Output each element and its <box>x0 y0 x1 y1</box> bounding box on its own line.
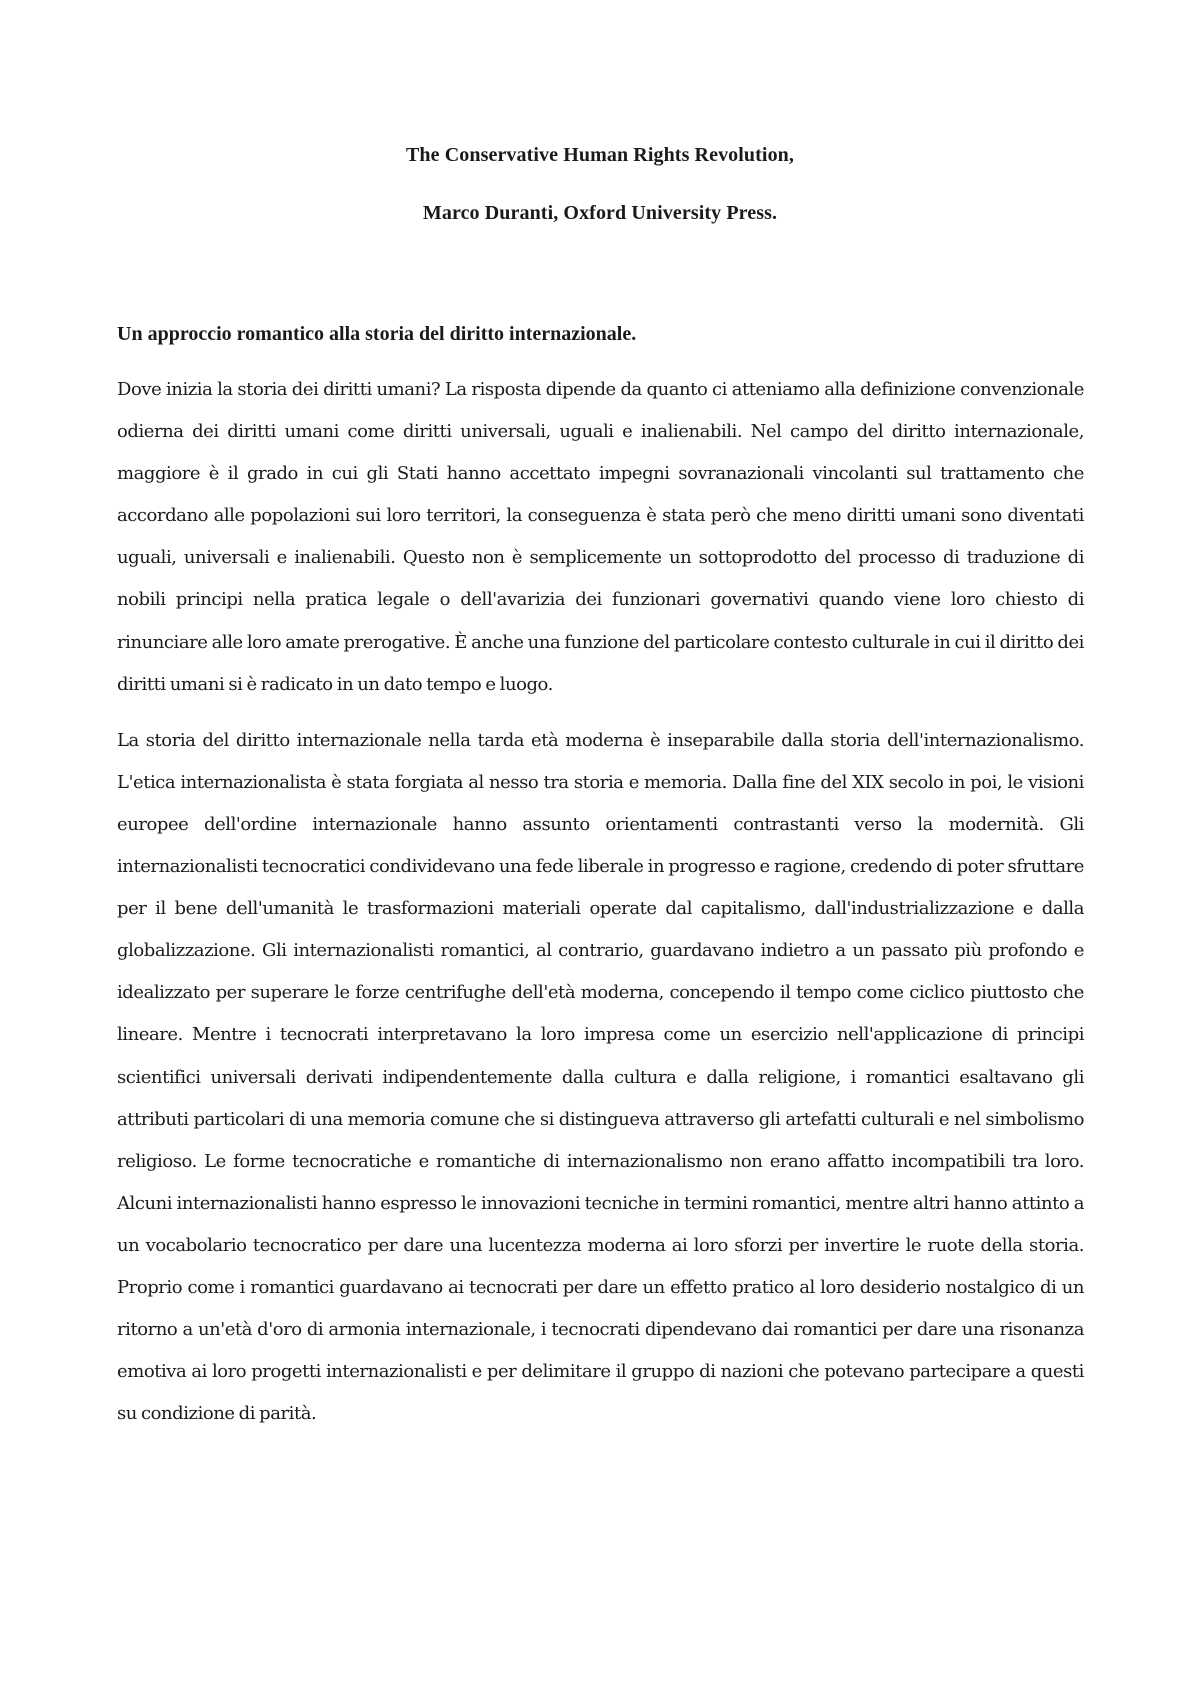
paragraph: Dove inizia la storia dei diritti umani? La risposta dipende da quanto ci atteniamo alla definizione convenzionale odierna dei diritti umani come diritti universali, uguali e inalienabili. Nel campo del diritto internazionale, maggiore è il grado in cui gli Stati hanno accettato impegni sovranazionali vincolanti sul trattamento che accordano alle popolazioni sui loro territori, la conseguenza è stata però che meno diritti umani sono diventati uguali, universali e inalienabili. Questo non è semplicemente un sottoprodotto del processo di traduzione di nobili principi nella pratica legale o dell'avarizia dei funzionari governativi quando viene loro chiesto di rinunciare alle loro amate prerogative. È anche una funzione del particolare contesto culturale in cui il diritto dei diritti umani si è radicato in un dato tempo e luogo. <box>117 379 1084 695</box>
author-publisher: Marco Duranti, Oxford University Press. <box>422 202 778 224</box>
document-body <box>117 322 1084 1449</box>
section-heading: Un approccio romantico alla storia del diritto internazionale. <box>117 323 637 345</box>
book-title: The Conservative Human Rights Revolution, <box>405 144 794 166</box>
paragraph: La storia del diritto internazionale nella tarda età moderna è inseparabile dalla storia dell'internazionalismo. L'etica internazionalista è stata forgiata al nesso tra storia e memoria. Dalla fine del XIX secolo in poi, le visioni europee dell'ordine internazionale hanno assunto orientamenti contrastanti verso la modernità. Gli internazionalisti tecnocratici condividevano una fede liberale in progresso e ragione, credendo di poter sfruttare per il bene dell'umanità le trasformazioni materiali operate dal capitalismo, dall'industrializzazione e dalla globalizzazione. Gli internazionalisti romantici, al contrario, guardavano indietro a un passato più profondo e idealizzato per superare le forze centrifughe dell'età moderna, concependo il tempo come ciclico piuttosto che lineare. Mentre i tecnocrati interpretavano la loro impresa come un esercizio nell'applicazione di principi scientifici universali derivati indipendentemente dalla cultura e dalla religione, i romantici esaltavano gli attributi particolari di una memoria comune che si distingueva attraverso gli artefatti culturali e nel simbolismo religioso. Le forme tecnocratiche e romantiche di internazionalismo non erano affatto incompatibili tra loro. Alcuni internazionalisti hanno espresso le innovazioni tecniche in termini romantici, mentre altri hanno attinto a un vocabolario tecnocratico per dare una lucentezza moderna ai loro sforzi per invertire le ruote della storia. Proprio come i romantici guardavano ai tecnocrati per dare un effetto pratico al loro desiderio nostalgico di un ritorno a un'età d'oro di armonia internazionale, i tecnocrati dipendevano dai romantici per dare una risonanza emotiva ai loro progetti internazionalisti e per delimitare il gruppo di nazioni che potevano partecipare a questi su condizione di parità. <box>117 729 1084 1425</box>
title-block <box>0 143 1200 225</box>
